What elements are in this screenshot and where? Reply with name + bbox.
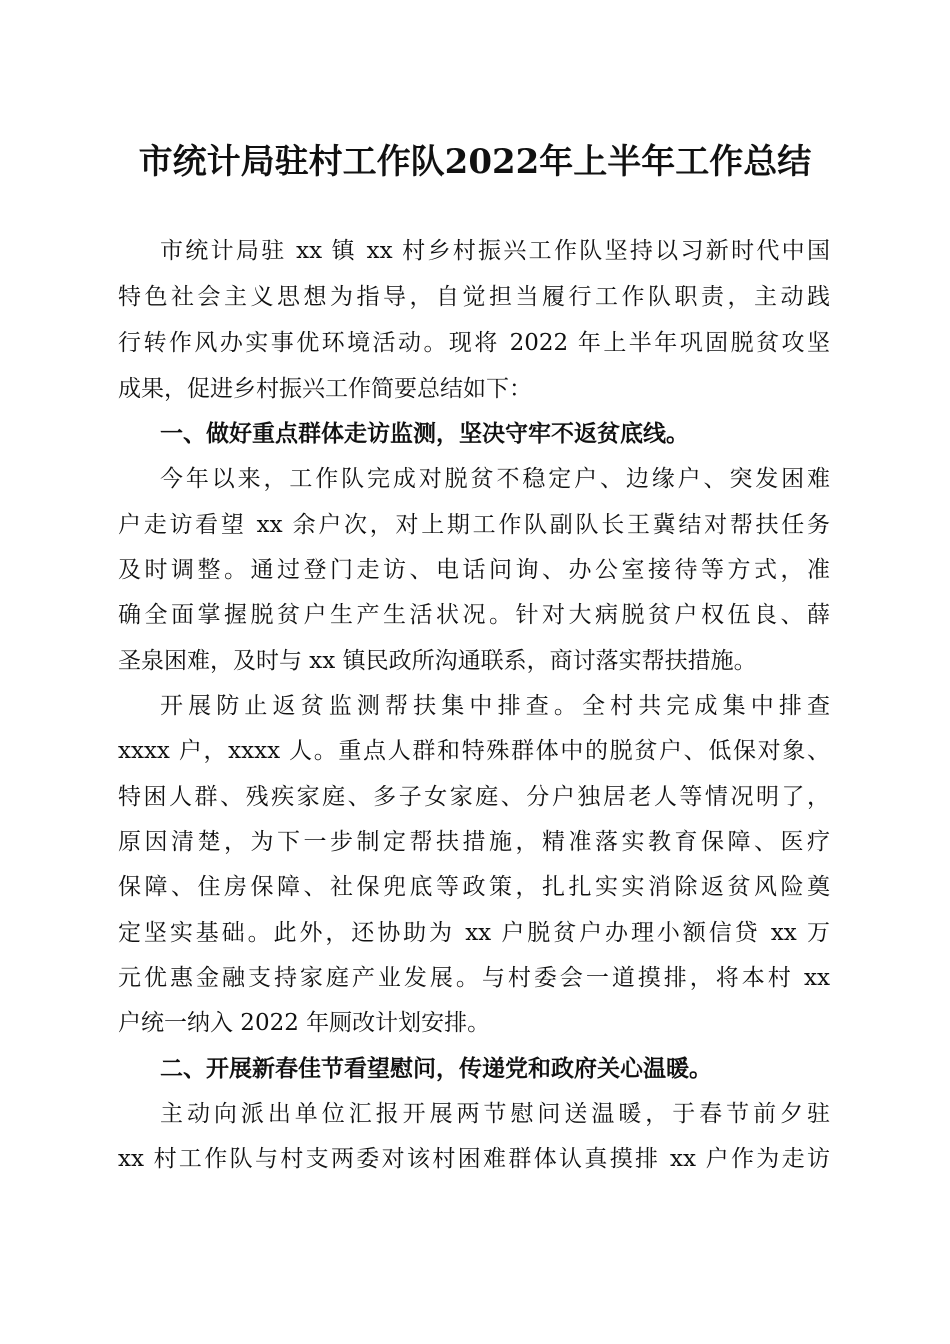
paragraph-line: 主动向派出单位汇报开展两节慰问送温暖，于春节前夕驻 bbox=[160, 1101, 830, 1127]
section-heading: 一、做好重点群体走访监测，坚决守牢不返贫底线。 bbox=[160, 420, 689, 447]
intro-line: 成果，促进乡村振兴工作简要总结如下： bbox=[118, 376, 532, 402]
intro-line: 行转作风办实事优环境活动。现将 2022 年上半年巩固脱贫攻坚 bbox=[118, 330, 830, 356]
intro-line: 特色社会主义思想为指导，自觉担当履行工作队职责，主动践 bbox=[118, 284, 830, 310]
document-title: 市统计局驻村工作队2022年上半年工作总结 bbox=[138, 142, 812, 182]
paragraph-line: 确全面掌握脱贫户生产生活状况。针对大病脱贫户权伍良、薛 bbox=[118, 602, 830, 628]
intro-line: 市统计局驻 xx 镇 xx 村乡村振兴工作队坚持以习新时代中国 bbox=[160, 238, 830, 264]
paragraph-line: 原因清楚，为下一步制定帮扶措施，精准落实教育保障、医疗 bbox=[118, 829, 830, 855]
paragraph-line: 户走访看望 xx 余户次，对上期工作队副队长王冀结对帮扶任务 bbox=[118, 512, 830, 538]
section-heading: 二、开展新春佳节看望慰问，传递党和政府关心温暖。 bbox=[160, 1055, 712, 1082]
paragraph-line: 圣泉困难，及时与 xx 镇民政所沟通联系，商讨落实帮扶措施。 bbox=[118, 648, 757, 674]
paragraph-line: 保障、住房保障、社保兜底等政策，扎扎实实消除返贫风险奠 bbox=[118, 874, 830, 900]
paragraph-line: 及时调整。通过登门走访、电话问询、办公室接待等方式，准 bbox=[118, 557, 830, 583]
paragraph-line: 户统一纳入 2022 年厕改计划安排。 bbox=[118, 1010, 491, 1036]
paragraph-line: 定坚实基础。此外，还协助为 xx 户脱贫户办理小额信贷 xx 万 bbox=[118, 920, 830, 946]
paragraph-line: xx 村工作队与村支两委对该村困难群体认真摸排 xx 户作为走访 bbox=[118, 1146, 830, 1172]
paragraph-line: 特困人群、残疾家庭、多子女家庭、分户独居老人等情况明了， bbox=[118, 784, 830, 810]
paragraph-line: 今年以来，工作队完成对脱贫不稳定户、边缘户、突发困难 bbox=[160, 466, 830, 492]
paragraph-line: 元优惠金融支持家庭产业发展。与村委会一道摸排，将本村 xx bbox=[118, 965, 830, 991]
paragraph-line: 开展防止返贫监测帮扶集中排查。全村共完成集中排查 bbox=[160, 693, 830, 719]
paragraph-line: xxxx 户，xxxx 人。重点人群和特殊群体中的脱贫户、低保对象、 bbox=[118, 738, 830, 764]
